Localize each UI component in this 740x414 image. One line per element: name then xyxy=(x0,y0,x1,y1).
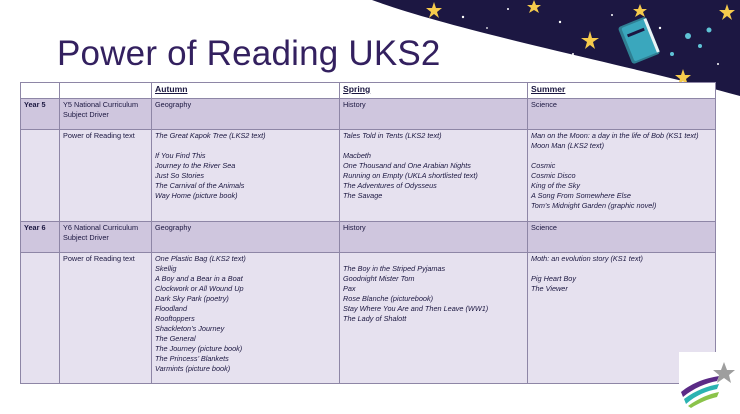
spacer xyxy=(343,141,524,151)
book-title: The Viewer xyxy=(531,284,568,293)
book-list xyxy=(340,253,528,384)
book-title: Dark Sky Park (poetry) xyxy=(155,294,229,303)
book-title: The Journey (picture book) xyxy=(155,344,243,353)
book-title: Tom’s Midnight Garden (graphic novel) xyxy=(531,201,657,210)
book-title: Varmints (picture book) xyxy=(155,364,231,373)
reading-table xyxy=(20,82,716,384)
year-label: Year 5 xyxy=(21,99,60,130)
book-title: Tales Told in Tents (LKS2 text) xyxy=(343,131,442,140)
book-title: Moon Man (LKS2 text) xyxy=(531,141,605,150)
book-title: If You Find This xyxy=(155,151,206,160)
text-row xyxy=(21,253,716,384)
book-title: Running on Empty (UKLA shortlisted text) xyxy=(343,171,478,180)
book-list xyxy=(528,130,716,222)
book-title: The Carnival of the Animals xyxy=(155,181,245,190)
book-title: Shackleton’s Journey xyxy=(155,324,225,333)
book-list xyxy=(340,130,528,222)
book-title: Cosmic Disco xyxy=(531,171,576,180)
book-list xyxy=(152,130,340,222)
spacer xyxy=(531,264,712,274)
driver-cell: Science xyxy=(528,99,716,130)
book-title: One Plastic Bag (LKS2 text) xyxy=(155,254,246,263)
book-title: Pax xyxy=(343,284,356,293)
column-header-autumn: Autumn xyxy=(152,83,340,99)
book-title: Clockwork or All Wound Up xyxy=(155,284,244,293)
book-title: The Princess’ Blankets xyxy=(155,354,229,363)
spacer xyxy=(343,254,524,264)
book-title: Pig Heart Boy xyxy=(531,274,577,283)
header-row xyxy=(21,83,716,99)
book-title: A Song From Somewhere Else xyxy=(531,191,631,200)
book-title: King of the Sky xyxy=(531,181,581,190)
book-title: Journey to the River Sea xyxy=(155,161,236,170)
driver-cell: History xyxy=(340,222,528,253)
book-title: The Adventures of Odysseus xyxy=(343,181,437,190)
book-title: Floodland xyxy=(155,304,188,313)
column-header-summer: Summer xyxy=(528,83,716,99)
column-header-spring: Spring xyxy=(340,83,528,99)
driver-cell: History xyxy=(340,99,528,130)
book-title: Man on the Moon: a day in the life of Bob (KS1 text) xyxy=(531,131,699,140)
year-label: Year 6 xyxy=(21,222,60,253)
driver-cell: Geography xyxy=(152,222,340,253)
blank-cell xyxy=(21,253,60,384)
book-title: Rooftoppers xyxy=(155,314,195,323)
book-title: Skellig xyxy=(155,264,177,273)
book-title: Rose Blanche (picturebook) xyxy=(343,294,434,303)
corner-cell xyxy=(21,83,60,99)
driver-label: Y6 National Curriculum Subject Driver xyxy=(60,222,152,253)
driver-row xyxy=(21,99,716,130)
text-row xyxy=(21,130,716,222)
book-title: Way Home (picture book) xyxy=(155,191,238,200)
book-title: Just So Stories xyxy=(155,171,205,180)
driver-row xyxy=(21,222,716,253)
book-title: Stay Where You Are and Then Leave (WW1) xyxy=(343,304,489,313)
book-title: One Thousand and One Arabian Nights xyxy=(343,161,471,170)
book-title: Goodnight Mister Tom xyxy=(343,274,415,283)
blank-cell xyxy=(21,130,60,222)
text-label: Power of Reading text xyxy=(60,253,152,384)
book-list xyxy=(152,253,340,384)
corner-cell xyxy=(60,83,152,99)
spacer xyxy=(155,141,336,151)
book-title: Moth: an evolution story (KS1 text) xyxy=(531,254,643,263)
book-title: The Savage xyxy=(343,191,383,200)
book-title: Macbeth xyxy=(343,151,371,160)
book-title: The Lady of Shalott xyxy=(343,314,407,323)
book-title: The General xyxy=(155,334,196,343)
school-logo xyxy=(679,352,737,408)
spacer xyxy=(531,151,712,161)
page-title: Power of Reading UKS2 xyxy=(57,34,441,73)
book-title: The Great Kapok Tree (LKS2 text) xyxy=(155,131,266,140)
driver-label: Y5 National Curriculum Subject Driver xyxy=(60,99,152,130)
book-title: The Boy in the Striped Pyjamas xyxy=(343,264,446,273)
text-label: Power of Reading text xyxy=(60,130,152,222)
driver-cell: Geography xyxy=(152,99,340,130)
book-title: A Boy and a Bear in a Boat xyxy=(155,274,243,283)
driver-cell: Science xyxy=(528,222,716,253)
book-title: Cosmic xyxy=(531,161,556,170)
